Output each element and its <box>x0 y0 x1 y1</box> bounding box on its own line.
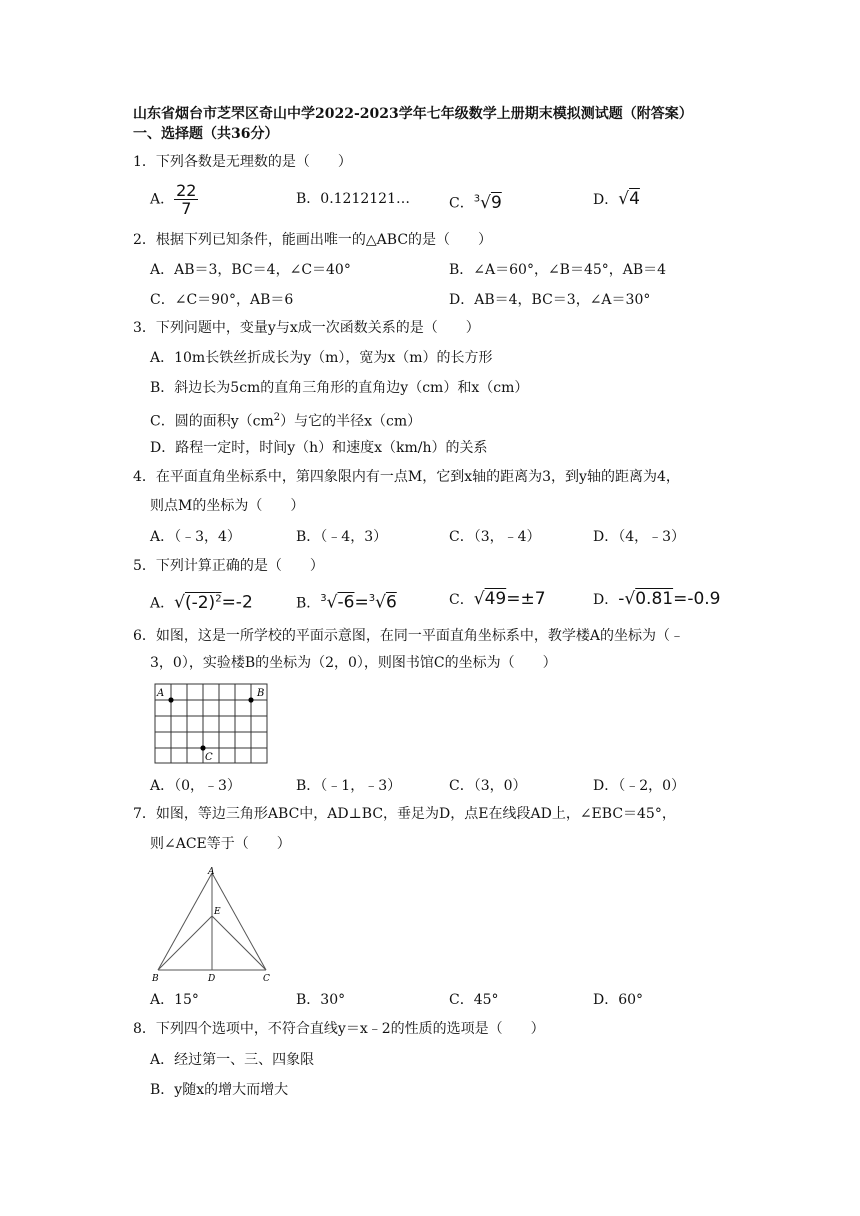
q2-option-c: C．∠C＝90°，AB＝6 <box>150 292 294 308</box>
q5-b-radicand1: -6 <box>337 592 355 613</box>
q5-d-radicand: 0.81 <box>635 589 674 609</box>
q7-option-d: D．60° <box>593 992 644 1008</box>
label-c: C <box>263 974 270 984</box>
point-b <box>248 697 253 702</box>
q1-stem: 1．下列各数是无理数的是（ ） <box>133 154 352 170</box>
q5-a-base: (-2) <box>184 592 216 613</box>
q3-stem: 3．下列问题中，变量y与x成一次函数关系的是（ ） <box>133 320 480 336</box>
q7-stem-line2: 则∠ACE等于（ ） <box>150 836 291 852</box>
label-a: A <box>208 867 215 877</box>
q5-option-a: A．$√(-2)^2=-2$ <box>150 592 253 613</box>
q1-a-numerator: 22 <box>176 181 197 200</box>
q2-option-b: B．∠A＝60°，∠B＝45°，AB＝4 <box>449 262 667 278</box>
q3-c-post: ）与它的半径x（cm） <box>280 413 422 430</box>
q5-option-d: D．-√0.81=-0.9 <box>593 589 721 609</box>
q4-option-c: C．（3，﹣4） <box>449 529 541 545</box>
q3-option-c <box>150 407 421 433</box>
q1-a-denominator: 7 <box>181 199 192 218</box>
label-d: D <box>208 974 216 984</box>
q4-option-a: A．（﹣3，4） <box>150 529 241 545</box>
q1-d-radicand: 4 <box>629 189 640 209</box>
point-a <box>168 697 173 702</box>
q5-b-index2: 3 <box>368 593 376 604</box>
q4-option-d: D．（4，﹣3） <box>593 529 686 545</box>
point-c <box>200 745 205 750</box>
q6-stem-line1: 6．如图，这是一所学校的平面示意图，在同一平面直角坐标系中，教学楼A的坐标为（﹣ <box>133 628 685 644</box>
q5-option-b: B．$^3$√-6=$^3$√6 <box>296 592 397 613</box>
q6-option-d: D．（﹣2，0） <box>593 778 686 794</box>
q5-option-c: C．√49=±7 <box>449 589 546 609</box>
q4-stem-line1: 4．在平面直角坐标系中，第四象限内有一点M，它到x轴的距离为3，到y轴的距离为4， <box>133 469 680 485</box>
q6-option-b: B．（﹣1，﹣3） <box>296 778 402 794</box>
q8-stem: 8．下列四个选项中，不符合直线y＝x﹣2的性质的选项是（ ） <box>133 1021 545 1037</box>
q7-option-c: C．45° <box>449 992 499 1008</box>
q5-b-label: B． <box>296 595 321 612</box>
q7-option-b: B．30° <box>296 992 346 1008</box>
q2-option-d: D．AB＝4，BC＝3，∠A＝30° <box>449 292 651 308</box>
q1-c-radicand: 9 <box>490 192 502 213</box>
q2-option-a: A．AB＝3，BC＝4，∠C＝40° <box>150 262 351 278</box>
q1-c-index: 3 <box>473 193 481 204</box>
q5-a-exp: 2 <box>215 593 222 604</box>
q5-stem: 5．下列计算正确的是（ ） <box>133 558 324 574</box>
q1-d-sqrt: √4 <box>618 189 640 209</box>
q3-option-b: B．斜边长为5cm的直角三角形的直角边y（cm）和x（cm） <box>150 380 529 396</box>
q1-option-c <box>449 188 502 215</box>
q6-school-grid-figure <box>154 683 270 765</box>
q5-b-radicand2: 6 <box>385 592 397 613</box>
q5-d-label: D． <box>593 592 619 608</box>
q3-c-pre: C．圆的面积y（cm <box>150 413 274 430</box>
q5-a-result: =-2 <box>221 592 253 613</box>
exam-title: 山东省烟台市芝罘区奇山中学2022-2023学年七年级数学上册期末模拟测试题（附答案） <box>133 106 693 122</box>
q6-option-a: A．（0，﹣3） <box>150 778 241 794</box>
q5-a-radicand <box>185 593 222 613</box>
q1-d-label: D． <box>593 192 619 208</box>
q5-c-label: C． <box>449 592 474 608</box>
q1-option-d <box>593 188 640 211</box>
q1-option-b: B．0.1212121… <box>296 191 410 207</box>
q5-b-equals: = <box>354 592 369 613</box>
q3-c-sup: 2 <box>273 412 281 423</box>
triangle-lines <box>158 873 266 970</box>
q4-option-b: B．（﹣4，3） <box>296 529 388 545</box>
q5-c-result: =±7 <box>506 589 546 609</box>
q3-option-a: A．10m长铁丝折成长为y（m），宽为x（m）的长方形 <box>150 350 493 366</box>
q7-option-a: A．15° <box>150 992 199 1008</box>
q8-option-b: B．y随x的增大而增大 <box>150 1082 289 1098</box>
label-b: B <box>257 688 265 699</box>
q3-option-d: D．路程一定时，时间y（h）和速度x（km/h）的关系 <box>150 440 488 456</box>
section-heading: 一、选择题（共36分） <box>133 126 279 142</box>
q7-stem-line1: 7．如图，等边三角形ABC中，AD⊥BC，垂足为D，点E在线段AD上，∠EBC＝45°， <box>133 806 676 822</box>
q6-stem-line2: 3，0），实验楼B的坐标为（2，0），则图书馆C的坐标为（ ） <box>150 655 557 671</box>
q5-c-radicand: 49 <box>484 589 507 609</box>
label-a: A <box>157 688 165 699</box>
q1-c-cuberoot: $^3$√9 <box>473 192 502 213</box>
q1-a-fraction <box>174 182 198 217</box>
q2-stem: 2．根据下列已知条件，能画出唯一的△ABC的是（ ） <box>133 232 493 248</box>
q1-a-label: A． <box>150 191 175 208</box>
label-b: B <box>152 974 159 984</box>
q8-option-a: A．经过第一、三、四象限 <box>150 1052 315 1068</box>
q5-a-label: A． <box>150 595 175 612</box>
label-e: E <box>214 907 221 917</box>
q5-d-minus: - <box>618 589 625 609</box>
q4-stem-line2: 则点M的坐标为（ ） <box>150 498 305 514</box>
q6-option-c: C．（3，0） <box>449 778 527 794</box>
q5-b-index1: 3 <box>320 593 327 604</box>
q1-c-label: C． <box>449 195 474 212</box>
q7-triangle-figure <box>150 864 280 986</box>
q5-d-result: =-0.9 <box>673 589 721 609</box>
q1-option-a <box>150 182 198 217</box>
label-c: C <box>205 752 213 763</box>
